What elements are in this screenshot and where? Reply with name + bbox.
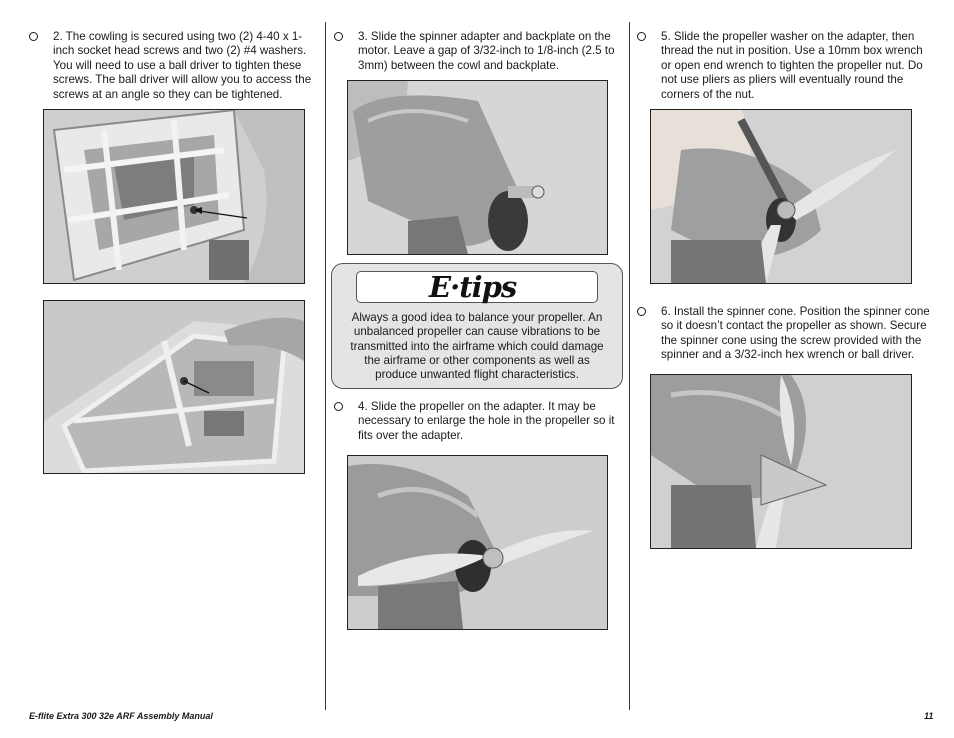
photo-fuselage-interior	[43, 300, 305, 474]
bullet-icon	[637, 307, 646, 316]
step-2-text: 2. The cowling is secured using two (2) 4-40 x 1-inch socket head screws and two (2) #4 washers. You will need to use a ball driver to tighten these screws. The ball driver will allow you to access the screws at an angle so they can be tightened.	[53, 30, 312, 101]
page-number: 11	[924, 711, 934, 721]
step-6	[637, 305, 931, 363]
footer-title: E-flite Extra 300 32e ARF Assembly Manual	[29, 711, 213, 721]
photo-tightening-prop-nut	[650, 109, 912, 284]
etips-logo-box	[356, 271, 598, 303]
etips-logo: E·tips	[429, 270, 517, 304]
photo-spinner-cone	[650, 374, 912, 549]
step-5-text: 5. Slide the propeller washer on the adapter, then thread the nut in position. Use a 10mm box wrench or open end wrench to tighten the propeller nut. Do not use pliers as pliers will eventually round the corners of the nut.	[661, 30, 923, 101]
step-4-text: 4. Slide the propeller on the adapter. It may be necessary to enlarge the hole in the propeller so it fits over the adapter.	[358, 400, 615, 442]
step-6-text: 6. Install the spinner cone. Position the spinner cone so it doesn’t contact the propeller as shown. Secure the spinner cone using the screw provided with the spinner and a 3/32-inch hex wrench or ball driver.	[661, 305, 930, 362]
step-3-text: 3. Slide the spinner adapter and backplate on the motor. Leave a gap of 3/32-inch to 1/8-inch (2.5 to 3mm) between the cowl and backplate.	[358, 30, 615, 72]
column-divider-left	[325, 22, 326, 710]
step-5	[637, 30, 931, 102]
bullet-icon	[334, 32, 343, 41]
photo-spinner-backplate	[347, 80, 608, 255]
bullet-icon	[637, 32, 646, 41]
step-4	[334, 400, 618, 443]
column-divider-right	[629, 22, 630, 710]
step-2	[29, 30, 321, 102]
bullet-icon	[334, 402, 343, 411]
etips-callout	[331, 263, 623, 389]
photo-fuselage-cowl-screws	[43, 109, 305, 284]
photo-propeller-on-adapter	[347, 455, 608, 630]
etips-text: Always a good idea to balance your propeller. An unbalanced propeller can cause vibrations to be transmitted into the airframe which could damage the airframe or other components as well as produce unwanted flight characteristics.	[350, 311, 604, 382]
step-3	[334, 30, 618, 73]
bullet-icon	[29, 32, 38, 41]
